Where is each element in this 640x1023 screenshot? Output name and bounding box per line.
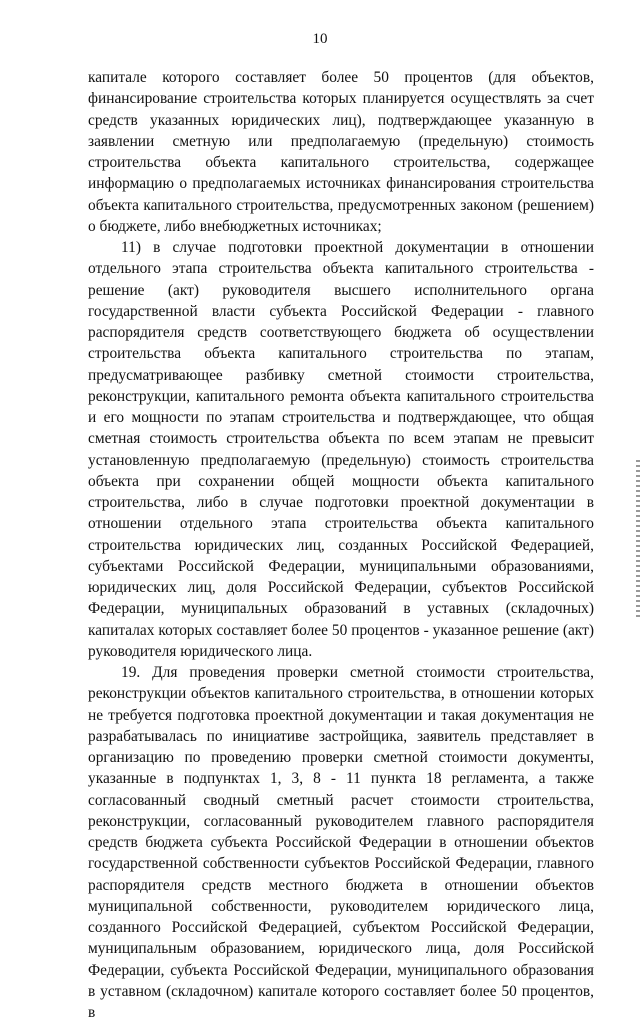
document-body: [88, 67, 594, 1023]
paragraph-item-19: 19. Для проведения проверки сметной стоимости строительства, реконструкции объектов капитального строительства, в отношении которых не требуется подготовка проектной документации и такая документация не разрабатывалась по инициативе застройщика, заявитель представляет в организацию по проведению проверки сметной стоимости документы, указанные в подпунктах 1, 3, 8 - 11 пункта 18 регламента, а также согласованный сводный сметный расчет стоимости строительства, реконструкции, согласованный руководителем главного распорядителя средств бюджета субъекта Российской Федерации в отношении объектов государственной собственности субъектов Российской Федерации, главного распорядителя средств местного бюджета в отношении объектов муниципальной собственности, руководителем юридического лица, созданного Российской Федерацией, субъектом Российской Федерации, муниципальным образованием, юридического лица, доля Российской Федерации, субъекта Российской Федерации, муниципального образования в уставном (складочном) капитале которого составляет более 50 процентов, в: [88, 664, 594, 1021]
paragraph-item-11: 11) в случае подготовки проектной документации в отношении отдельного этапа строительства объекта капитального строительства - решение (акт) руководителя высшего исполнительного органа государственной власти субъекта Российской Федерации - главного распорядителя средств соответствующего бюджета об осуществлении строительства объекта капитального строительства по этапам, предусматривающее разбивку сметной стоимости строительства, реконструкции, капитального ремонта объекта капитального строительства и его мощности по этапам строительства и подтверждающее, что общая сметная стоимость строительства объекта по всем этапам не превысит установленную предполагаемую (предельную) стоимость строительства объекта при сохранении общей мощности объекта капитального строительства, либо в случае подготовки проектной документации в отношении отдельного этапа строительства объекта капитального строительства юридических лиц, созданных Российской Федерацией, субъектами Российской Федерации, муниципальными образованиями, юридических лиц, доля Российской Федерации, субъектов Российской Федерации, муниципальных образований в уставных (складочных) капиталах которых составляет более 50 процентов - указанное решение (акт) руководителя юридического лица.: [88, 239, 594, 660]
scan-edge-mark: [636, 460, 640, 620]
paragraph-continuation: капитале которого составляет более 50 процентов (для объектов, финансирование строительства которых планируется осуществлять за счет средств указанных юридических лиц), подтверждающее указанную в заявлении сметную или предполагаемую (предельную) стоимость строительства объекта капитального строительства, содержащее информацию о предполагаемых источниках финансирования строительства объекта капитального строительства, предусмотренных законом (решением) о бюджете, либо внебюджетных источниках;: [88, 69, 594, 235]
page-number: 10: [312, 31, 328, 47]
